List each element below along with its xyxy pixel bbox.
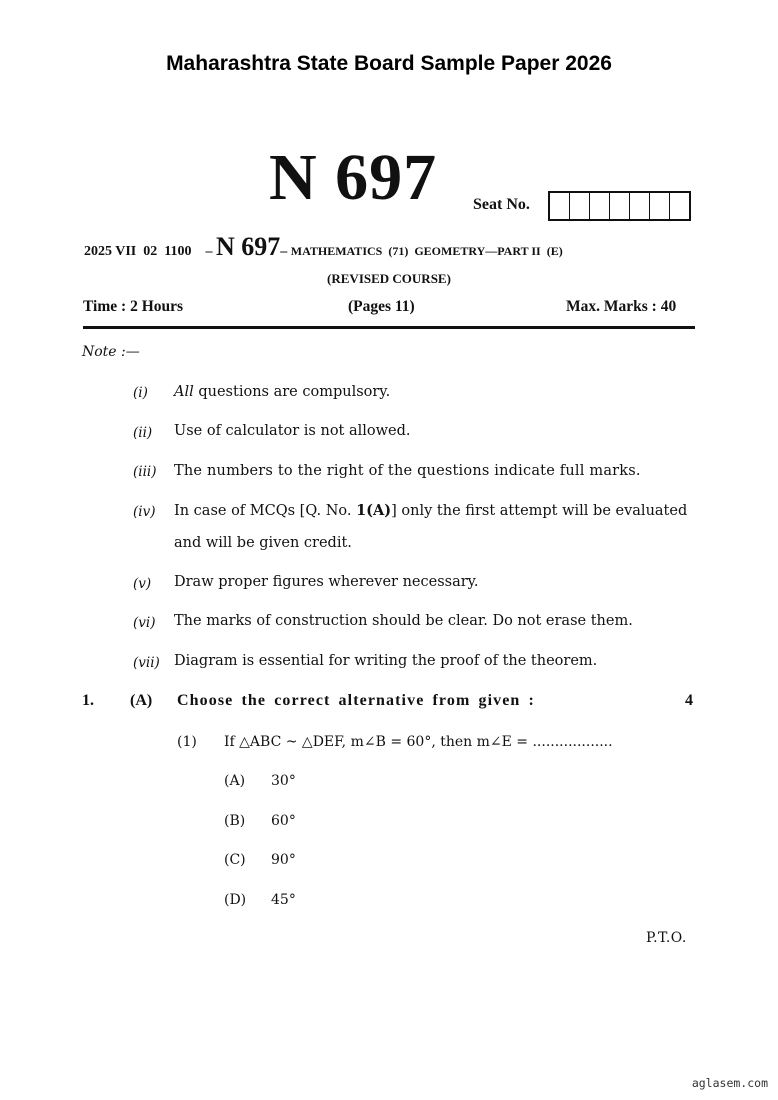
dash: – — [280, 244, 288, 259]
sub-question-number: (1) — [177, 734, 197, 750]
header-divider — [83, 326, 695, 329]
seat-number-boxes[interactable] — [548, 191, 691, 221]
option-value: 90° — [271, 852, 296, 868]
page-banner-title: Maharashtra State Board Sample Paper 2026 — [166, 52, 612, 75]
option-label: (C) — [224, 852, 246, 868]
seat-number-label: Seat No. — [473, 196, 530, 213]
note-question-ref: 1(A) — [356, 502, 392, 519]
dash: – — [205, 244, 213, 259]
option-value: 45° — [271, 892, 296, 908]
option-label: (D) — [224, 892, 247, 908]
seat-box[interactable] — [670, 193, 689, 219]
seat-box[interactable] — [630, 193, 650, 219]
seat-box[interactable] — [570, 193, 590, 219]
sub-question-text: If △ABC ~ △DEF, m∠B = 60°, then m∠E = .................. — [224, 734, 613, 750]
paper-code: N 697 — [269, 141, 438, 214]
paper-info-line — [84, 232, 563, 262]
question-marks: 4 — [685, 692, 693, 709]
note-text: Diagram is essential for writing the proof of the theorem. — [174, 653, 598, 669]
note-text — [174, 384, 390, 400]
time-allowed: Time : 2 Hours — [83, 298, 184, 315]
note-text: The numbers to the right of the questions indicate full marks. — [174, 463, 641, 479]
watermark-site: aglasem.com — [691, 1076, 768, 1090]
note-text-b: ] only the first attempt will be evaluated — [391, 503, 688, 519]
question-number: 1. — [82, 692, 94, 709]
question-part: (A) — [130, 692, 153, 709]
note-number: (ii) — [133, 425, 153, 441]
note-emphasis: All — [174, 384, 194, 400]
option-label: (A) — [224, 773, 246, 789]
note-text: The marks of construction should be clear. Do not erase them. — [174, 613, 633, 629]
option-label: (B) — [224, 813, 246, 829]
subject-title: MATHEMATICS (71) GEOMETRY—PART II (E) — [290, 244, 563, 258]
note-text-continued: and will be given credit. — [174, 535, 352, 551]
seat-box[interactable] — [590, 193, 610, 219]
note-number: (v) — [133, 576, 152, 592]
note-number: (vii) — [133, 655, 160, 671]
note-number: (iv) — [133, 504, 156, 520]
note-text — [174, 502, 687, 519]
note-number: (i) — [133, 385, 148, 401]
note-text: Draw proper figures wherever necessary. — [174, 574, 479, 590]
note-text: Use of calculator is not allowed. — [174, 423, 411, 439]
page-count: (Pages 11) — [348, 298, 415, 315]
please-turn-over: P.T.O. — [646, 930, 687, 946]
seat-box[interactable] — [610, 193, 630, 219]
seat-box[interactable] — [650, 193, 670, 219]
question-instruction: Choose the correct alternative from given : — [177, 692, 535, 709]
paper-code-inline: N 697 — [215, 232, 281, 261]
note-number: (vi) — [133, 615, 156, 631]
note-text-a: In case of MCQs [Q. No. — [174, 503, 357, 519]
option-value: 30° — [271, 773, 296, 789]
note-number: (iii) — [133, 464, 157, 480]
note-text-rest: questions are compulsory. — [193, 384, 391, 400]
option-value: 60° — [271, 813, 296, 829]
note-heading: Note :— — [82, 344, 140, 360]
session-code: 2025 VII 02 1100 — [84, 244, 192, 259]
course-label: (REVISED COURSE) — [327, 271, 451, 286]
max-marks: Max. Marks : 40 — [566, 298, 677, 315]
seat-box[interactable] — [550, 193, 570, 219]
